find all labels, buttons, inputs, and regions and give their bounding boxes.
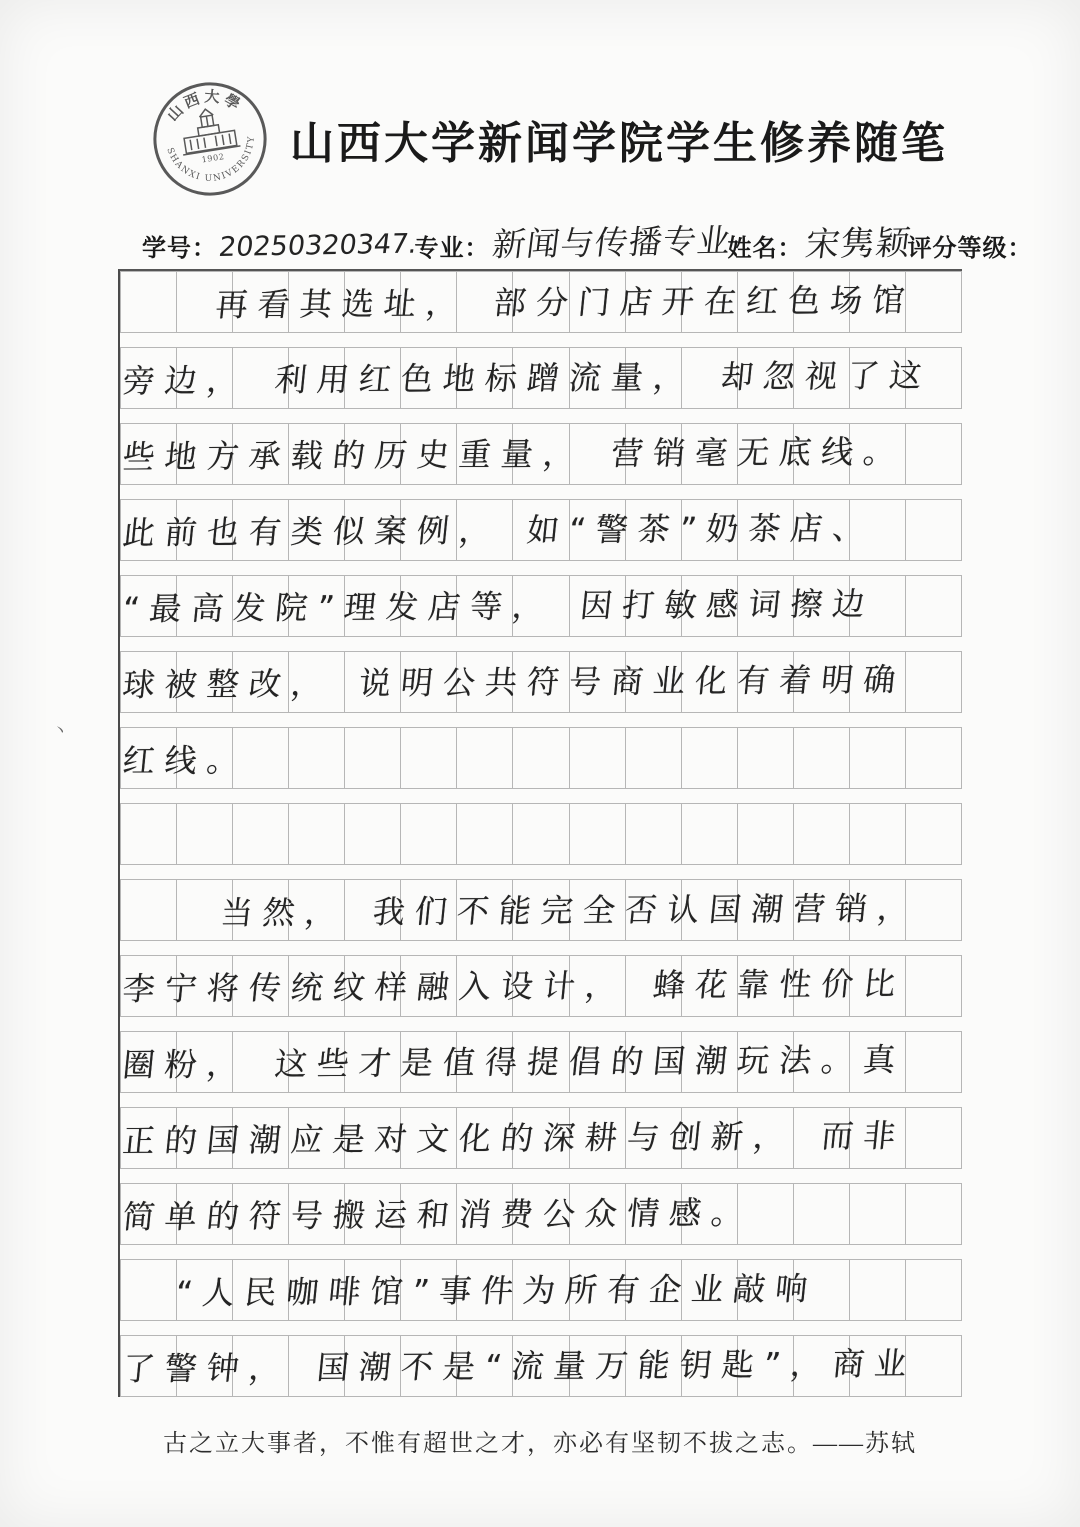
grid-cell <box>120 1259 177 1321</box>
handwritten-line: “最高发院”理发店等， 因打敏感词擦边 <box>120 584 877 629</box>
grid-cell <box>738 1031 794 1093</box>
grid-cell <box>906 1259 962 1321</box>
grid-row <box>120 803 962 865</box>
grid-cell <box>401 651 457 713</box>
grid-cell <box>626 1107 682 1169</box>
handwritten-line: 当然， 我们不能完全否认国潮营销， <box>219 889 922 933</box>
grid-row <box>120 347 962 409</box>
handwritten-line: 红线。 <box>120 741 251 781</box>
grid-cell <box>345 1107 401 1169</box>
student-id-group <box>142 228 419 263</box>
grid-cell <box>738 575 794 637</box>
grid-cell <box>794 879 850 941</box>
grid-row <box>120 423 962 485</box>
grid-cell <box>233 1259 289 1321</box>
grid-cell <box>177 1107 233 1169</box>
grid-cell <box>457 803 513 865</box>
grid-cell <box>120 651 177 713</box>
grid-cell <box>738 423 794 485</box>
grid-row <box>120 1259 962 1321</box>
grid-cell <box>289 347 345 409</box>
grid-cell <box>850 423 906 485</box>
grid-cell <box>345 1031 401 1093</box>
grid-cell <box>906 1031 962 1093</box>
grid-cell <box>457 1259 513 1321</box>
grid-cell <box>906 651 962 713</box>
grid-cell <box>177 803 233 865</box>
grid-cell <box>682 1259 738 1321</box>
grid-cell <box>794 1183 850 1245</box>
grid-cell <box>401 1031 457 1093</box>
grid-cell <box>177 347 233 409</box>
grid-cell <box>682 727 738 789</box>
grid-cell <box>513 499 569 561</box>
grid-cell <box>738 1259 794 1321</box>
composition-grid <box>118 269 962 1397</box>
major-value: 新闻与传播专业 <box>489 220 734 264</box>
grid-cell <box>513 575 569 637</box>
grid-cell <box>289 803 345 865</box>
grade-group <box>908 228 1033 263</box>
grid-cell <box>401 727 457 789</box>
page-header <box>10 0 1080 201</box>
handwritten-line: “人民咖啡馆”事件为所有企业敲响 <box>174 1269 820 1313</box>
grid-cell <box>682 955 738 1017</box>
grid-cell <box>289 727 345 789</box>
grid-cell <box>906 347 962 409</box>
grid-cell <box>233 575 289 637</box>
grid-cell <box>906 1107 962 1169</box>
grid-cell <box>457 271 513 333</box>
grid-cell <box>794 727 850 789</box>
grid-cell <box>626 727 682 789</box>
grid-cell <box>120 271 177 333</box>
grid-cell <box>626 651 682 713</box>
grid-cell <box>457 347 513 409</box>
grid-cell <box>626 803 682 865</box>
grid-cell <box>457 651 513 713</box>
name-label: 姓名： <box>727 235 803 262</box>
grid-cell <box>738 803 794 865</box>
grid-cell <box>457 955 513 1017</box>
grid-cell <box>345 651 401 713</box>
handwritten-line: 再看其选址， 部分门店开在红色场馆 <box>213 281 916 325</box>
grid-cell <box>457 1183 513 1245</box>
grid-cell <box>570 1259 626 1321</box>
grid-cell <box>738 955 794 1017</box>
grid-cell <box>570 271 626 333</box>
grid-cell <box>457 575 513 637</box>
grid-cell <box>457 1107 513 1169</box>
grid-cell <box>906 271 962 333</box>
grid-cell <box>345 1259 401 1321</box>
grid-cell <box>233 1183 289 1245</box>
grid-cell <box>626 1335 682 1397</box>
grid-cell <box>906 1183 962 1245</box>
grade-label: 评分等级： <box>907 235 1033 262</box>
grid-cell <box>794 423 850 485</box>
grid-cell <box>401 955 457 1017</box>
grid-cell <box>401 1107 457 1169</box>
grid-cell <box>345 499 401 561</box>
grid-cell <box>850 879 906 941</box>
grid-cell <box>120 423 177 485</box>
student-id-label: 学号： <box>142 235 217 262</box>
grid-cell <box>738 651 794 713</box>
grid-cell <box>626 1259 682 1321</box>
handwritten-line: 旁边， 利用红色地标蹭流量， 却忽视了这 <box>120 356 934 401</box>
grid-cell <box>401 347 457 409</box>
grid-cell <box>570 575 626 637</box>
grid-cell <box>850 727 906 789</box>
grid-cell <box>513 1335 569 1397</box>
grid-cell <box>682 423 738 485</box>
grid-cell <box>345 955 401 1017</box>
grid-cell <box>682 1183 738 1245</box>
grid-cell <box>738 879 794 941</box>
grid-cell <box>513 803 569 865</box>
grid-cell <box>401 1335 457 1397</box>
grid-cell <box>513 1107 569 1169</box>
grid-cell <box>120 1335 177 1397</box>
grid-cell <box>457 499 513 561</box>
grid-cell <box>233 1335 289 1397</box>
grid-cell <box>120 955 177 1017</box>
handwritten-line: 圈粉， 这些才是值得提倡的国潮玩法。真 <box>120 1040 908 1085</box>
grid-cell <box>513 1031 569 1093</box>
grid-cell <box>289 423 345 485</box>
grid-cell <box>794 499 850 561</box>
grid-row <box>120 727 962 789</box>
seal-top-text: 山西大學 <box>163 87 247 126</box>
grid-cell <box>233 1107 289 1169</box>
grid-cell <box>850 575 906 637</box>
grid-cell <box>570 955 626 1017</box>
grid-cell <box>626 1031 682 1093</box>
grid-cell <box>738 347 794 409</box>
grid-cell <box>457 1335 513 1397</box>
grid-cell <box>177 1183 233 1245</box>
grid-cell <box>738 499 794 561</box>
grid-cell <box>850 271 906 333</box>
grid-cell <box>850 1335 906 1397</box>
grid-row <box>120 1335 962 1397</box>
grid-cell <box>626 271 682 333</box>
grid-cell <box>794 651 850 713</box>
grid-cell <box>233 803 289 865</box>
grid-cell <box>233 879 289 941</box>
grid-cell <box>794 1259 850 1321</box>
grid-cell <box>289 499 345 561</box>
grid-cell <box>513 271 569 333</box>
grid-cell <box>120 727 177 789</box>
grid-cell <box>289 955 345 1017</box>
grid-cell <box>233 955 289 1017</box>
grid-cell <box>513 955 569 1017</box>
grid-cell <box>289 271 345 333</box>
grid-cell <box>794 575 850 637</box>
footer-quote: 古之立大事者，不惟有超世之才，亦必有坚韧不拔之志。——苏轼 <box>163 1430 917 1457</box>
student-id-value: 20250320347. <box>217 228 419 263</box>
grid-cell <box>626 1183 682 1245</box>
grid-cell <box>345 1183 401 1245</box>
grid-cell <box>682 347 738 409</box>
grid-cell <box>289 1031 345 1093</box>
grid-cell <box>120 575 177 637</box>
grid-cell <box>906 803 962 865</box>
grid-cell <box>513 423 569 485</box>
handwritten-line: 了警钟， 国潮不是“流量万能钥匙”，商业 <box>120 1344 919 1389</box>
grid-cell <box>682 499 738 561</box>
grid-cell <box>682 651 738 713</box>
grid-cell <box>794 347 850 409</box>
grid-cell <box>794 955 850 1017</box>
grid-cell <box>738 1335 794 1397</box>
grid-cell <box>289 1183 345 1245</box>
grid-cell <box>233 651 289 713</box>
grid-cell <box>682 271 738 333</box>
grid-cell <box>850 1107 906 1169</box>
handwritten-line: 简单的符号搬运和消费公众情感。 <box>120 1193 755 1237</box>
grid-cell <box>570 423 626 485</box>
grid-cell <box>177 499 233 561</box>
grid-cell <box>345 727 401 789</box>
grid-cell <box>345 575 401 637</box>
grid-cell <box>626 575 682 637</box>
grid-cell <box>682 575 738 637</box>
grid-cell <box>120 499 177 561</box>
grid-cell <box>850 499 906 561</box>
grid-cell <box>177 651 233 713</box>
grid-cell <box>233 499 289 561</box>
grid-cell <box>177 1031 233 1093</box>
grid-cell <box>738 1107 794 1169</box>
grid-cell <box>289 1259 345 1321</box>
grid-cell <box>233 423 289 485</box>
grid-cell <box>120 879 177 941</box>
grid-cell <box>906 423 962 485</box>
grid-cell <box>120 347 177 409</box>
grid-cell <box>177 879 233 941</box>
grid-cell <box>457 879 513 941</box>
grid-cell <box>233 347 289 409</box>
grid-cell <box>794 803 850 865</box>
grid-row <box>120 1107 962 1169</box>
grid-cell <box>570 1335 626 1397</box>
grid-cell <box>401 803 457 865</box>
grid-cell <box>682 1107 738 1169</box>
grid-cell <box>401 575 457 637</box>
grid-cell <box>345 1335 401 1397</box>
grid-cell <box>345 423 401 485</box>
grid-row <box>120 1183 962 1245</box>
grid-cell <box>906 1335 962 1397</box>
page-title: 山西大学新闻学院学生修养随笔 <box>290 119 948 169</box>
grid-cell <box>850 803 906 865</box>
grid-cell <box>570 1107 626 1169</box>
grid-cell <box>401 1183 457 1245</box>
grid-cell <box>120 1107 177 1169</box>
grid-cell <box>401 1259 457 1321</box>
grid-cell <box>289 1335 345 1397</box>
grid-cell <box>177 955 233 1017</box>
grid-cell <box>570 879 626 941</box>
grid-cell <box>513 347 569 409</box>
major-group <box>414 219 734 266</box>
grid-cell <box>177 1335 233 1397</box>
grid-cell <box>794 1107 850 1169</box>
grid-row <box>120 879 962 941</box>
grid-cell <box>850 651 906 713</box>
grid-row <box>120 499 962 561</box>
name-group <box>727 217 913 266</box>
handwritten-line: 球被整改， 说明公共符号商业化有着明确 <box>120 660 908 705</box>
grid-cell <box>233 271 289 333</box>
grid-row <box>120 955 962 1017</box>
grid-cell <box>457 727 513 789</box>
seal-bottom-text: SHANXI UNIVERSITY <box>164 135 257 185</box>
grid-cell <box>513 651 569 713</box>
grid-cell <box>794 1335 850 1397</box>
grid-cell <box>850 955 906 1017</box>
grid-cell <box>345 347 401 409</box>
grid-cell <box>345 271 401 333</box>
grid-cell <box>401 271 457 333</box>
grid-cell <box>401 499 457 561</box>
grid-cell <box>177 575 233 637</box>
info-row <box>142 217 1033 265</box>
grid-cell <box>850 1259 906 1321</box>
grid-cell <box>513 1259 569 1321</box>
grid-cell <box>233 1031 289 1093</box>
grid-row <box>120 651 962 713</box>
grid-cell <box>850 1183 906 1245</box>
grid-cell <box>738 1183 794 1245</box>
grid-cell <box>345 879 401 941</box>
grid-cell <box>289 651 345 713</box>
grid-cell <box>738 727 794 789</box>
university-seal-icon <box>144 73 277 206</box>
handwritten-line: 此前也有类似案例， 如“警茶”奶茶店、 <box>120 508 877 553</box>
grid-cell <box>401 879 457 941</box>
handwritten-line: 些地方承载的历史重量， 营销毫无底线。 <box>120 432 908 477</box>
grid-cell <box>570 499 626 561</box>
grid-cell <box>906 727 962 789</box>
grid-row <box>120 1031 962 1093</box>
grid-cell <box>177 1259 233 1321</box>
grid-cell <box>120 1031 177 1093</box>
grid-cell <box>626 879 682 941</box>
grid-cell <box>570 347 626 409</box>
grid-cell <box>906 575 962 637</box>
grid-cell <box>457 423 513 485</box>
grid-cell <box>513 879 569 941</box>
grid-cell <box>626 423 682 485</box>
handwritten-line: 正的国潮应是对文化的深耕与创新， 而非 <box>120 1116 908 1161</box>
grid-cell <box>626 499 682 561</box>
grid-cell <box>850 1031 906 1093</box>
grid-cell <box>570 803 626 865</box>
seal-year: 1902 <box>200 151 226 166</box>
grid-cell <box>177 423 233 485</box>
grid-row <box>120 271 962 333</box>
grid-cell <box>570 1183 626 1245</box>
grid-cell <box>513 1183 569 1245</box>
grid-cell <box>120 803 177 865</box>
grid-cell <box>457 1031 513 1093</box>
major-label: 专业： <box>414 235 490 262</box>
grid-cell <box>906 955 962 1017</box>
grid-cell <box>850 347 906 409</box>
grid-cell <box>906 499 962 561</box>
handwritten-line: 李宁将传统纹样融入设计， 蜂花靠性价比 <box>120 964 908 1009</box>
grid-cell <box>626 955 682 1017</box>
grid-cell <box>233 727 289 789</box>
grid-cell <box>289 575 345 637</box>
grid-cell <box>289 1107 345 1169</box>
stray-ink-mark: 丶 <box>52 721 69 740</box>
grid-cell <box>289 879 345 941</box>
name-value: 宋隽颖 <box>802 223 913 265</box>
grid-cell <box>570 1031 626 1093</box>
grid-cell <box>794 271 850 333</box>
grid-cell <box>738 271 794 333</box>
grid-cell <box>626 347 682 409</box>
grid-cell <box>177 727 233 789</box>
grid-cell <box>120 1183 177 1245</box>
grid-cell <box>682 1031 738 1093</box>
grid-row <box>120 575 962 637</box>
grid-cell <box>177 271 233 333</box>
grid-cell <box>682 803 738 865</box>
grid-cell <box>513 727 569 789</box>
grid-cell <box>682 1335 738 1397</box>
grid-cell <box>794 1031 850 1093</box>
grid-cell <box>906 879 962 941</box>
grid-cell <box>682 879 738 941</box>
grid-cell <box>401 423 457 485</box>
grid-cell <box>570 727 626 789</box>
grid-cell <box>345 803 401 865</box>
grid-cell <box>570 651 626 713</box>
